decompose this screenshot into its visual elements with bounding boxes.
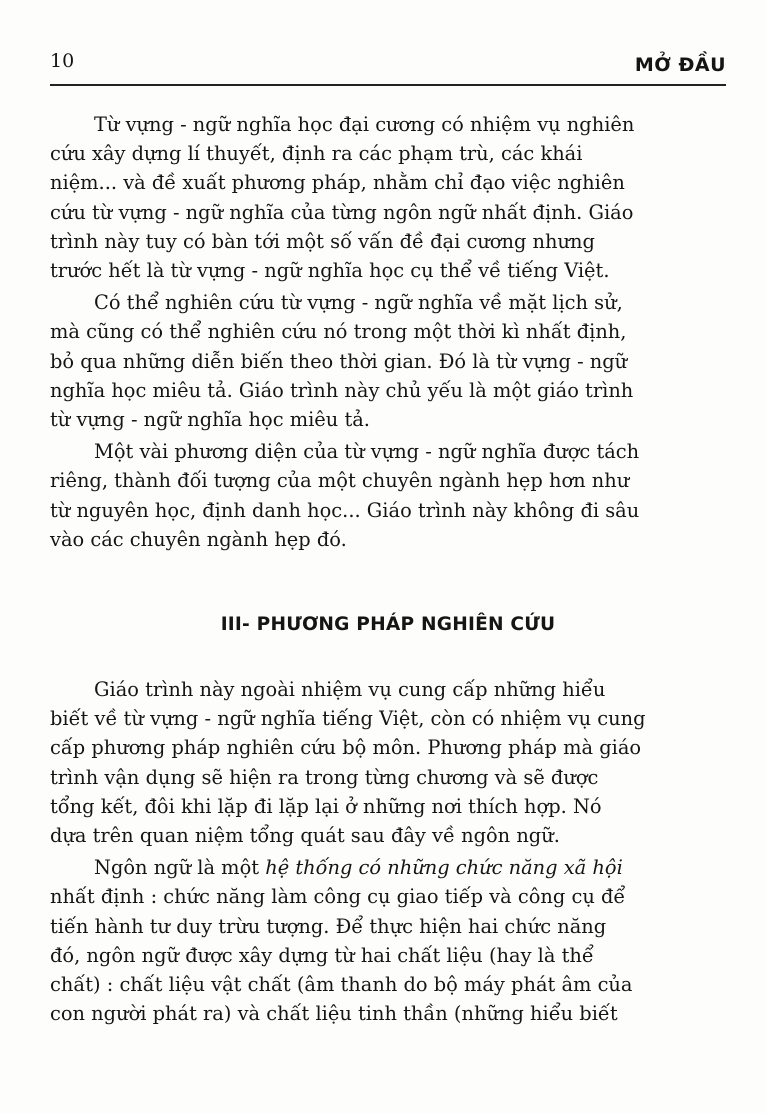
paragraph: Một vài phương diện của từ vựng - ngữ nghĩa được tách riêng, thành đối tượng của một chuyên ngành hẹp hơn như từ nguyên học, định danh học... Giáo trình này không đi sâu vào các chuyên ngành hẹp đó. (50, 440, 640, 551)
paragraph-with-emphasis (50, 853, 726, 1028)
running-title: MỞ ĐẦU (634, 54, 726, 76)
paragraph-text-start: Ngôn ngữ là một (94, 856, 266, 880)
section-heading: III- PHƯƠNG PHÁP NGHIÊN CỨU (220, 614, 556, 636)
paragraph: Từ vựng - ngữ nghĩa học đại cương có nhiệm vụ nghiên cứu xây dựng lí thuyết, định ra các phạm trù, các khái niệm... và đề xuất phương pháp, nhằm chỉ đạo việc nghiên cứu từ vựng - ngữ nghĩa của từng ngôn ngữ nhất định. Giáo trình này tuy có bàn tới một số vấn đề đại cương nhưng trước hết là từ vựng - ngữ nghĩa học cụ thể về tiếng Việt. (50, 113, 635, 283)
paragraph-text-rest: nhất định : chức năng làm công cụ giao tiếp và công cụ để tiến hành tư duy trừu tượng. Để thực hiện hai chức năng đó, ngôn ngữ được xây dựng từ hai chất liệu (hay là thể chất) : chất liệu vật chất (âm thanh do bộ máy phát âm của con người phát ra) và chất liệu tinh thần (những hiểu biết (50, 885, 633, 1026)
page-number: 10 (50, 50, 75, 72)
paragraph: Giáo trình này ngoài nhiệm vụ cung cấp những hiểu biết về từ vựng - ngữ nghĩa tiếng Việt, còn có nhiệm vụ cung cấp phương pháp nghiên cứu bộ môn. Phương pháp mà giáo trình vận dụng sẽ hiện ra trong từng chương và sẽ được tổng kết, đôi khi lặp đi lặp lại ở những nơi thích hợp. Nó dựa trên quan niệm tổng quát sau đây về ngôn ngữ. (50, 678, 646, 848)
emphasis-text: hệ thống có những chức năng xã hội (265, 856, 623, 880)
paragraph: Có thể nghiên cứu từ vựng - ngữ nghĩa về mặt lịch sử, mà cũng có thể nghiên cứu nó trong một thời kì nhất định, bỏ qua những diễn biến theo thời gian. Đó là từ vựng - ngữ nghĩa học miêu tả. Giáo trình này chủ yếu là một giáo trình từ vựng - ngữ nghĩa học miêu tả. (50, 291, 634, 432)
page-content (50, 110, 726, 1028)
page-header (50, 48, 726, 86)
